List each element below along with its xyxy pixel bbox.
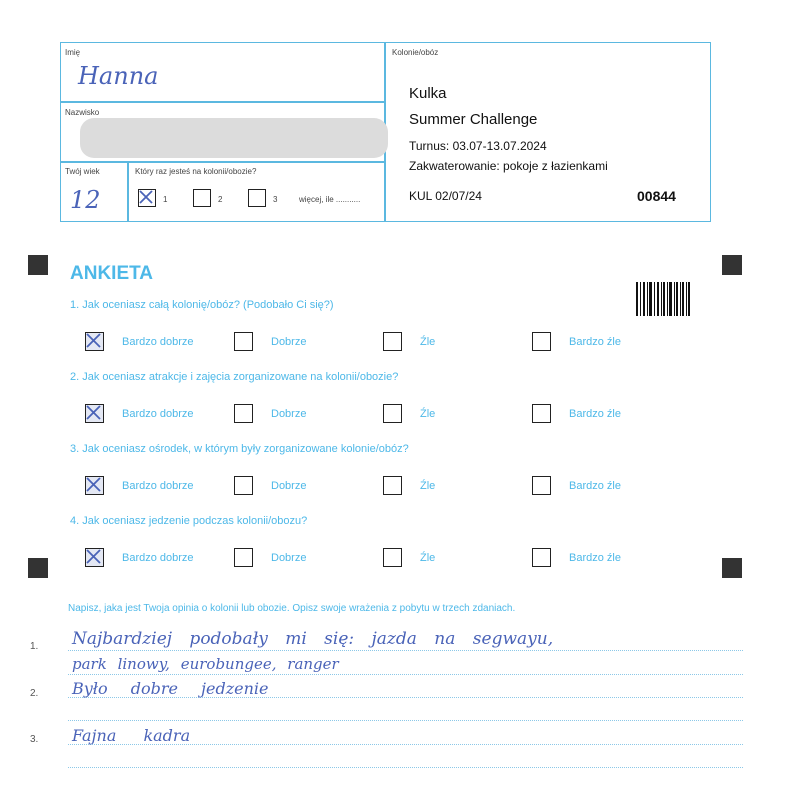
check-x-icon bbox=[84, 403, 103, 422]
question-2-option-label-2: Dobrze bbox=[271, 408, 307, 420]
answer-line-1 bbox=[68, 650, 743, 651]
ktory-option-1: 1 bbox=[163, 195, 168, 204]
answer-1-line-1[interactable]: Najbardziej podobały mi się: jazda na segwayu, bbox=[72, 629, 554, 649]
row-divider-1 bbox=[60, 101, 385, 103]
question-3-checkbox-2[interactable] bbox=[234, 476, 253, 495]
age-divider bbox=[127, 161, 129, 222]
answer-number-1: 1. bbox=[30, 641, 39, 652]
barcode bbox=[636, 282, 690, 316]
ktory-option-3: 3 bbox=[273, 195, 278, 204]
ktory-checkbox-1[interactable] bbox=[138, 189, 156, 207]
question-2-checkbox-4[interactable] bbox=[532, 404, 551, 423]
question-2-checkbox-3[interactable] bbox=[383, 404, 402, 423]
answer-line-6 bbox=[68, 767, 743, 768]
question-3-checkbox-1[interactable] bbox=[85, 476, 104, 495]
imie-label: Imię bbox=[65, 48, 81, 57]
ktory-label: Który raz jesteś na kolonii/obozie? bbox=[135, 167, 257, 176]
turnus-text: Turnus: 03.07-13.07.2024 bbox=[409, 139, 547, 153]
answer-2[interactable]: Było dobre jedzenie bbox=[72, 679, 269, 698]
nazwisko-label: Nazwisko bbox=[65, 108, 100, 117]
imie-value[interactable]: Hanna bbox=[78, 62, 159, 90]
wiek-value[interactable]: 12 bbox=[70, 186, 101, 214]
row-divider-2 bbox=[60, 161, 385, 163]
answer-3[interactable]: Fajna kadra bbox=[72, 726, 191, 745]
question-3-checkbox-3[interactable] bbox=[383, 476, 402, 495]
survey-title: ANKIETA bbox=[70, 263, 154, 284]
ktory-checkbox-3[interactable] bbox=[248, 189, 266, 207]
wiek-label: Twój wiek bbox=[65, 167, 100, 176]
question-4-checkbox-4[interactable] bbox=[532, 548, 551, 567]
redacted-surname bbox=[80, 118, 388, 158]
check-x-icon bbox=[84, 331, 103, 350]
check-x-icon bbox=[137, 188, 155, 206]
question-3-text: 3. Jak oceniasz ośrodek, w którym były zorganizowane kolonie/obóz? bbox=[70, 443, 409, 455]
camp-program: Summer Challenge bbox=[409, 111, 538, 128]
question-1-checkbox-4[interactable] bbox=[532, 332, 551, 351]
answer-line-2 bbox=[68, 674, 743, 675]
alignment-marker-tr bbox=[722, 255, 742, 275]
ktory-option-more: więcej, ile ........... bbox=[299, 195, 361, 204]
question-1-option-label-1: Bardzo dobrze bbox=[122, 336, 194, 348]
question-3-option-label-2: Dobrze bbox=[271, 480, 307, 492]
form-code: KUL 02/07/24 bbox=[409, 189, 482, 203]
ktory-option-2: 2 bbox=[218, 195, 223, 204]
check-x-icon bbox=[84, 547, 103, 566]
question-1-checkbox-2[interactable] bbox=[234, 332, 253, 351]
question-1-option-label-2: Dobrze bbox=[271, 336, 307, 348]
zakwaterowanie-text: Zakwaterowanie: pokoje z łazienkami bbox=[409, 159, 608, 173]
question-1-checkbox-3[interactable] bbox=[383, 332, 402, 351]
question-3-checkbox-4[interactable] bbox=[532, 476, 551, 495]
question-4-checkbox-1[interactable] bbox=[85, 548, 104, 567]
question-4-option-label-2: Dobrze bbox=[271, 552, 307, 564]
question-2-option-label-1: Bardzo dobrze bbox=[122, 408, 194, 420]
answer-line-4 bbox=[68, 720, 743, 721]
question-1-text: 1. Jak oceniasz całą kolonię/obóz? (Podobało Ci się?) bbox=[70, 299, 334, 311]
answer-number-3: 3. bbox=[30, 734, 39, 745]
answer-1-line-2[interactable]: park linowy, eurobungee, ranger bbox=[72, 655, 339, 673]
question-4-checkbox-2[interactable] bbox=[234, 548, 253, 567]
opinion-prompt: Napisz, jaka jest Twoja opinia o kolonii lub obozie. Opisz swoje wrażenia z pobytu w trzech zdaniach. bbox=[68, 603, 516, 614]
question-4-checkbox-3[interactable] bbox=[383, 548, 402, 567]
ktory-checkbox-2[interactable] bbox=[193, 189, 211, 207]
question-3-option-label-4: Bardzo źle bbox=[569, 480, 621, 492]
question-4-option-label-1: Bardzo dobrze bbox=[122, 552, 194, 564]
question-4-option-label-4: Bardzo źle bbox=[569, 552, 621, 564]
answer-number-2: 2. bbox=[30, 688, 39, 699]
question-1-option-label-3: Źle bbox=[420, 336, 436, 348]
question-4-option-label-3: Źle bbox=[420, 552, 436, 564]
question-2-option-label-3: Źle bbox=[420, 408, 436, 420]
alignment-marker-bl bbox=[28, 558, 48, 578]
form-number: 00844 bbox=[637, 188, 676, 204]
question-3-option-label-1: Bardzo dobrze bbox=[122, 480, 194, 492]
question-3-option-label-3: Źle bbox=[420, 480, 436, 492]
alignment-marker-br bbox=[722, 558, 742, 578]
camp-name: Kulka bbox=[409, 85, 447, 102]
question-1-option-label-4: Bardzo źle bbox=[569, 336, 621, 348]
question-1-checkbox-1[interactable] bbox=[85, 332, 104, 351]
question-2-checkbox-1[interactable] bbox=[85, 404, 104, 423]
question-4-text: 4. Jak oceniasz jedzenie podczas kolonii/obozu? bbox=[70, 515, 308, 527]
question-2-option-label-4: Bardzo źle bbox=[569, 408, 621, 420]
check-x-icon bbox=[84, 475, 103, 494]
question-2-text: 2. Jak oceniasz atrakcje i zajęcia zorganizowane na kolonii/obozie? bbox=[70, 371, 399, 383]
kolonie-label: Kolonie/obóz bbox=[392, 48, 439, 57]
question-2-checkbox-2[interactable] bbox=[234, 404, 253, 423]
alignment-marker-tl bbox=[28, 255, 48, 275]
